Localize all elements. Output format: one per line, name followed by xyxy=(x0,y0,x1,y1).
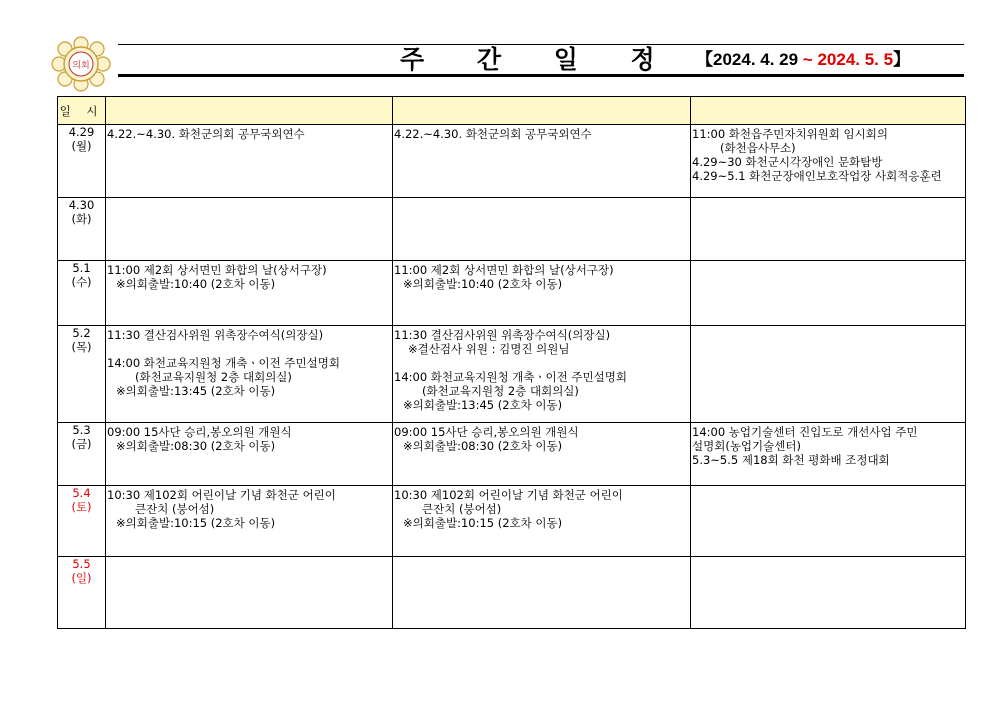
header-bottom-rule xyxy=(118,74,964,77)
date-label: 5.5 xyxy=(72,557,91,571)
date-label: 5.4 xyxy=(72,486,91,500)
date-cell xyxy=(58,557,106,629)
schedule-entry-line: 11:30 결산검사위원 위촉장수여식(의장실) xyxy=(394,328,611,342)
date-label: 5.3 xyxy=(72,423,91,437)
schedule-cell-c2 xyxy=(393,326,691,423)
schedule-entry-line: 10:30 제102회 어린이날 기념 화천군 어린이 xyxy=(394,488,623,502)
schedule-cell-c3 xyxy=(691,198,966,261)
date-label: 5.1 xyxy=(72,261,91,275)
schedule-row xyxy=(58,423,966,486)
schedule-cell-c1 xyxy=(106,423,393,486)
date-cell xyxy=(58,423,106,486)
schedule-entry-line: ※의회출발:13:45 (2호차 이동) xyxy=(403,398,563,412)
date-label: 4.29 xyxy=(68,125,95,139)
weekday-label: (목) xyxy=(71,340,92,354)
schedule-entry-line: 4.29~30 화천군시각장애인 문화탐방 xyxy=(692,155,883,169)
weekday-label: (토) xyxy=(71,500,92,514)
schedule-row xyxy=(58,198,966,261)
schedule-entry-line: 5.3~5.5 제18회 화천 평화배 조정대회 xyxy=(692,453,890,467)
schedule-entry-line: 11:00 화천읍주민자치위원회 임시회의 xyxy=(692,127,888,141)
column-header-3 xyxy=(691,97,966,125)
schedule-cell-c1 xyxy=(106,125,393,198)
date-cell xyxy=(58,326,106,423)
date-label: 4.30 xyxy=(68,198,95,212)
schedule-entry-line: ※의회출발:08:30 (2호차 이동) xyxy=(403,439,563,453)
date-cell xyxy=(58,125,106,198)
schedule-row xyxy=(58,125,966,198)
column-header-2 xyxy=(393,97,691,125)
schedule-entry-line: 14:00 화천교육지원청 개축ㆍ이전 주민설명회 xyxy=(394,370,627,384)
schedule-cell-c3 xyxy=(691,486,966,557)
schedule-entry-line: ※의회출발:10:15 (2호차 이동) xyxy=(403,516,563,530)
schedule-cell-c2 xyxy=(393,198,691,261)
schedule-cell-c1 xyxy=(106,557,393,629)
schedule-cell-c2 xyxy=(393,125,691,198)
logo-text: 의회 xyxy=(72,61,90,71)
schedule-entry-line: 11:00 제2회 상서면민 화합의 날(상서구장) xyxy=(107,263,327,277)
schedule-cell-c3 xyxy=(691,261,966,326)
schedule-cell-c3 xyxy=(691,423,966,486)
schedule-cell-c3 xyxy=(691,557,966,629)
schedule-row xyxy=(58,261,966,326)
weekly-schedule-table xyxy=(57,96,966,629)
schedule-entry-line: ※의회출발:10:15 (2호차 이동) xyxy=(116,516,276,530)
schedule-entry-line: 4.22.~4.30. 화천군의회 공무국외연수 xyxy=(394,127,592,141)
page-title: 주 간 일 정 xyxy=(400,45,677,74)
council-emblem-logo xyxy=(50,36,112,92)
schedule-entry-line: ※결산검사 위원 : 김명진 의원님 xyxy=(408,342,570,356)
schedule-row xyxy=(58,557,966,629)
date-label: 5.2 xyxy=(72,326,91,340)
weekday-label: (화) xyxy=(71,212,92,226)
column-header-1 xyxy=(106,97,393,125)
schedule-cell-c1 xyxy=(106,486,393,557)
schedule-cell-c1 xyxy=(106,326,393,423)
schedule-cell-c2 xyxy=(393,261,691,326)
spacer xyxy=(107,342,391,356)
schedule-entry-line: 설명회(농업기술센터) xyxy=(692,439,801,453)
day-column-header: 일 시 xyxy=(58,97,106,125)
schedule-entry-line: 09:00 15사단 승리,봉오의원 개원식 xyxy=(107,425,292,439)
schedule-cell-c1 xyxy=(106,198,393,261)
schedule-entry-line: 11:30 결산검사위원 위촉장수여식(의장실) xyxy=(107,328,324,342)
schedule-row xyxy=(58,326,966,423)
table-header-row xyxy=(58,97,966,125)
schedule-entry-line: ※의회출발:10:40 (2호차 이동) xyxy=(403,277,563,291)
date-cell xyxy=(58,486,106,557)
schedule-entry-line: 14:00 농업기술센터 진입도로 개선사업 주민 xyxy=(692,425,918,439)
schedule-entry-line: 4.29~5.1 화천군장애인보호작업장 사회적응훈련 xyxy=(692,169,942,183)
schedule-entry-line: (화천읍사무소) xyxy=(720,141,796,155)
schedule-entry-line: 큰잔치 (붕어섬) xyxy=(135,502,215,516)
weekday-label: (금) xyxy=(71,437,92,451)
date-cell xyxy=(58,261,106,326)
schedule-entry-line: 09:00 15사단 승리,봉오의원 개원식 xyxy=(394,425,579,439)
schedule-cell-c2 xyxy=(393,557,691,629)
schedule-cell-c1 xyxy=(106,261,393,326)
schedule-entry-line: 4.22.~4.30. 화천군의회 공무국외연수 xyxy=(107,127,305,141)
schedule-entry-line: 11:00 제2회 상서면민 화합의 날(상서구장) xyxy=(394,263,614,277)
schedule-row xyxy=(58,486,966,557)
schedule-cell-c3 xyxy=(691,125,966,198)
schedule-entry-line: ※의회출발:10:40 (2호차 이동) xyxy=(116,277,276,291)
schedule-cell-c2 xyxy=(393,423,691,486)
weekday-label: (월) xyxy=(71,139,92,153)
schedule-entry-line: ※의회출발:08:30 (2호차 이동) xyxy=(116,439,276,453)
schedule-cell-c2 xyxy=(393,486,691,557)
schedule-entry-line: 10:30 제102회 어린이날 기념 화천군 어린이 xyxy=(107,488,336,502)
date-cell xyxy=(58,198,106,261)
schedule-entry-line: ※의회출발:13:45 (2호차 이동) xyxy=(116,384,276,398)
schedule-entry-line: 큰잔치 (붕어섬) xyxy=(422,502,502,516)
schedule-entry-line: 14:00 화천교육지원청 개축ㆍ이전 주민설명회 xyxy=(107,356,340,370)
schedule-entry-line: (화천교육지원청 2층 대회의실) xyxy=(135,370,292,384)
spacer xyxy=(394,356,689,370)
date-range: 【2024. 4. 29 ~ 2024. 5. 5】 xyxy=(696,50,911,69)
weekday-label: (수) xyxy=(71,275,92,289)
schedule-entry-line: (화천교육지원청 2층 대회의실) xyxy=(422,384,579,398)
schedule-cell-c3 xyxy=(691,326,966,423)
weekday-label: (일) xyxy=(71,571,92,585)
